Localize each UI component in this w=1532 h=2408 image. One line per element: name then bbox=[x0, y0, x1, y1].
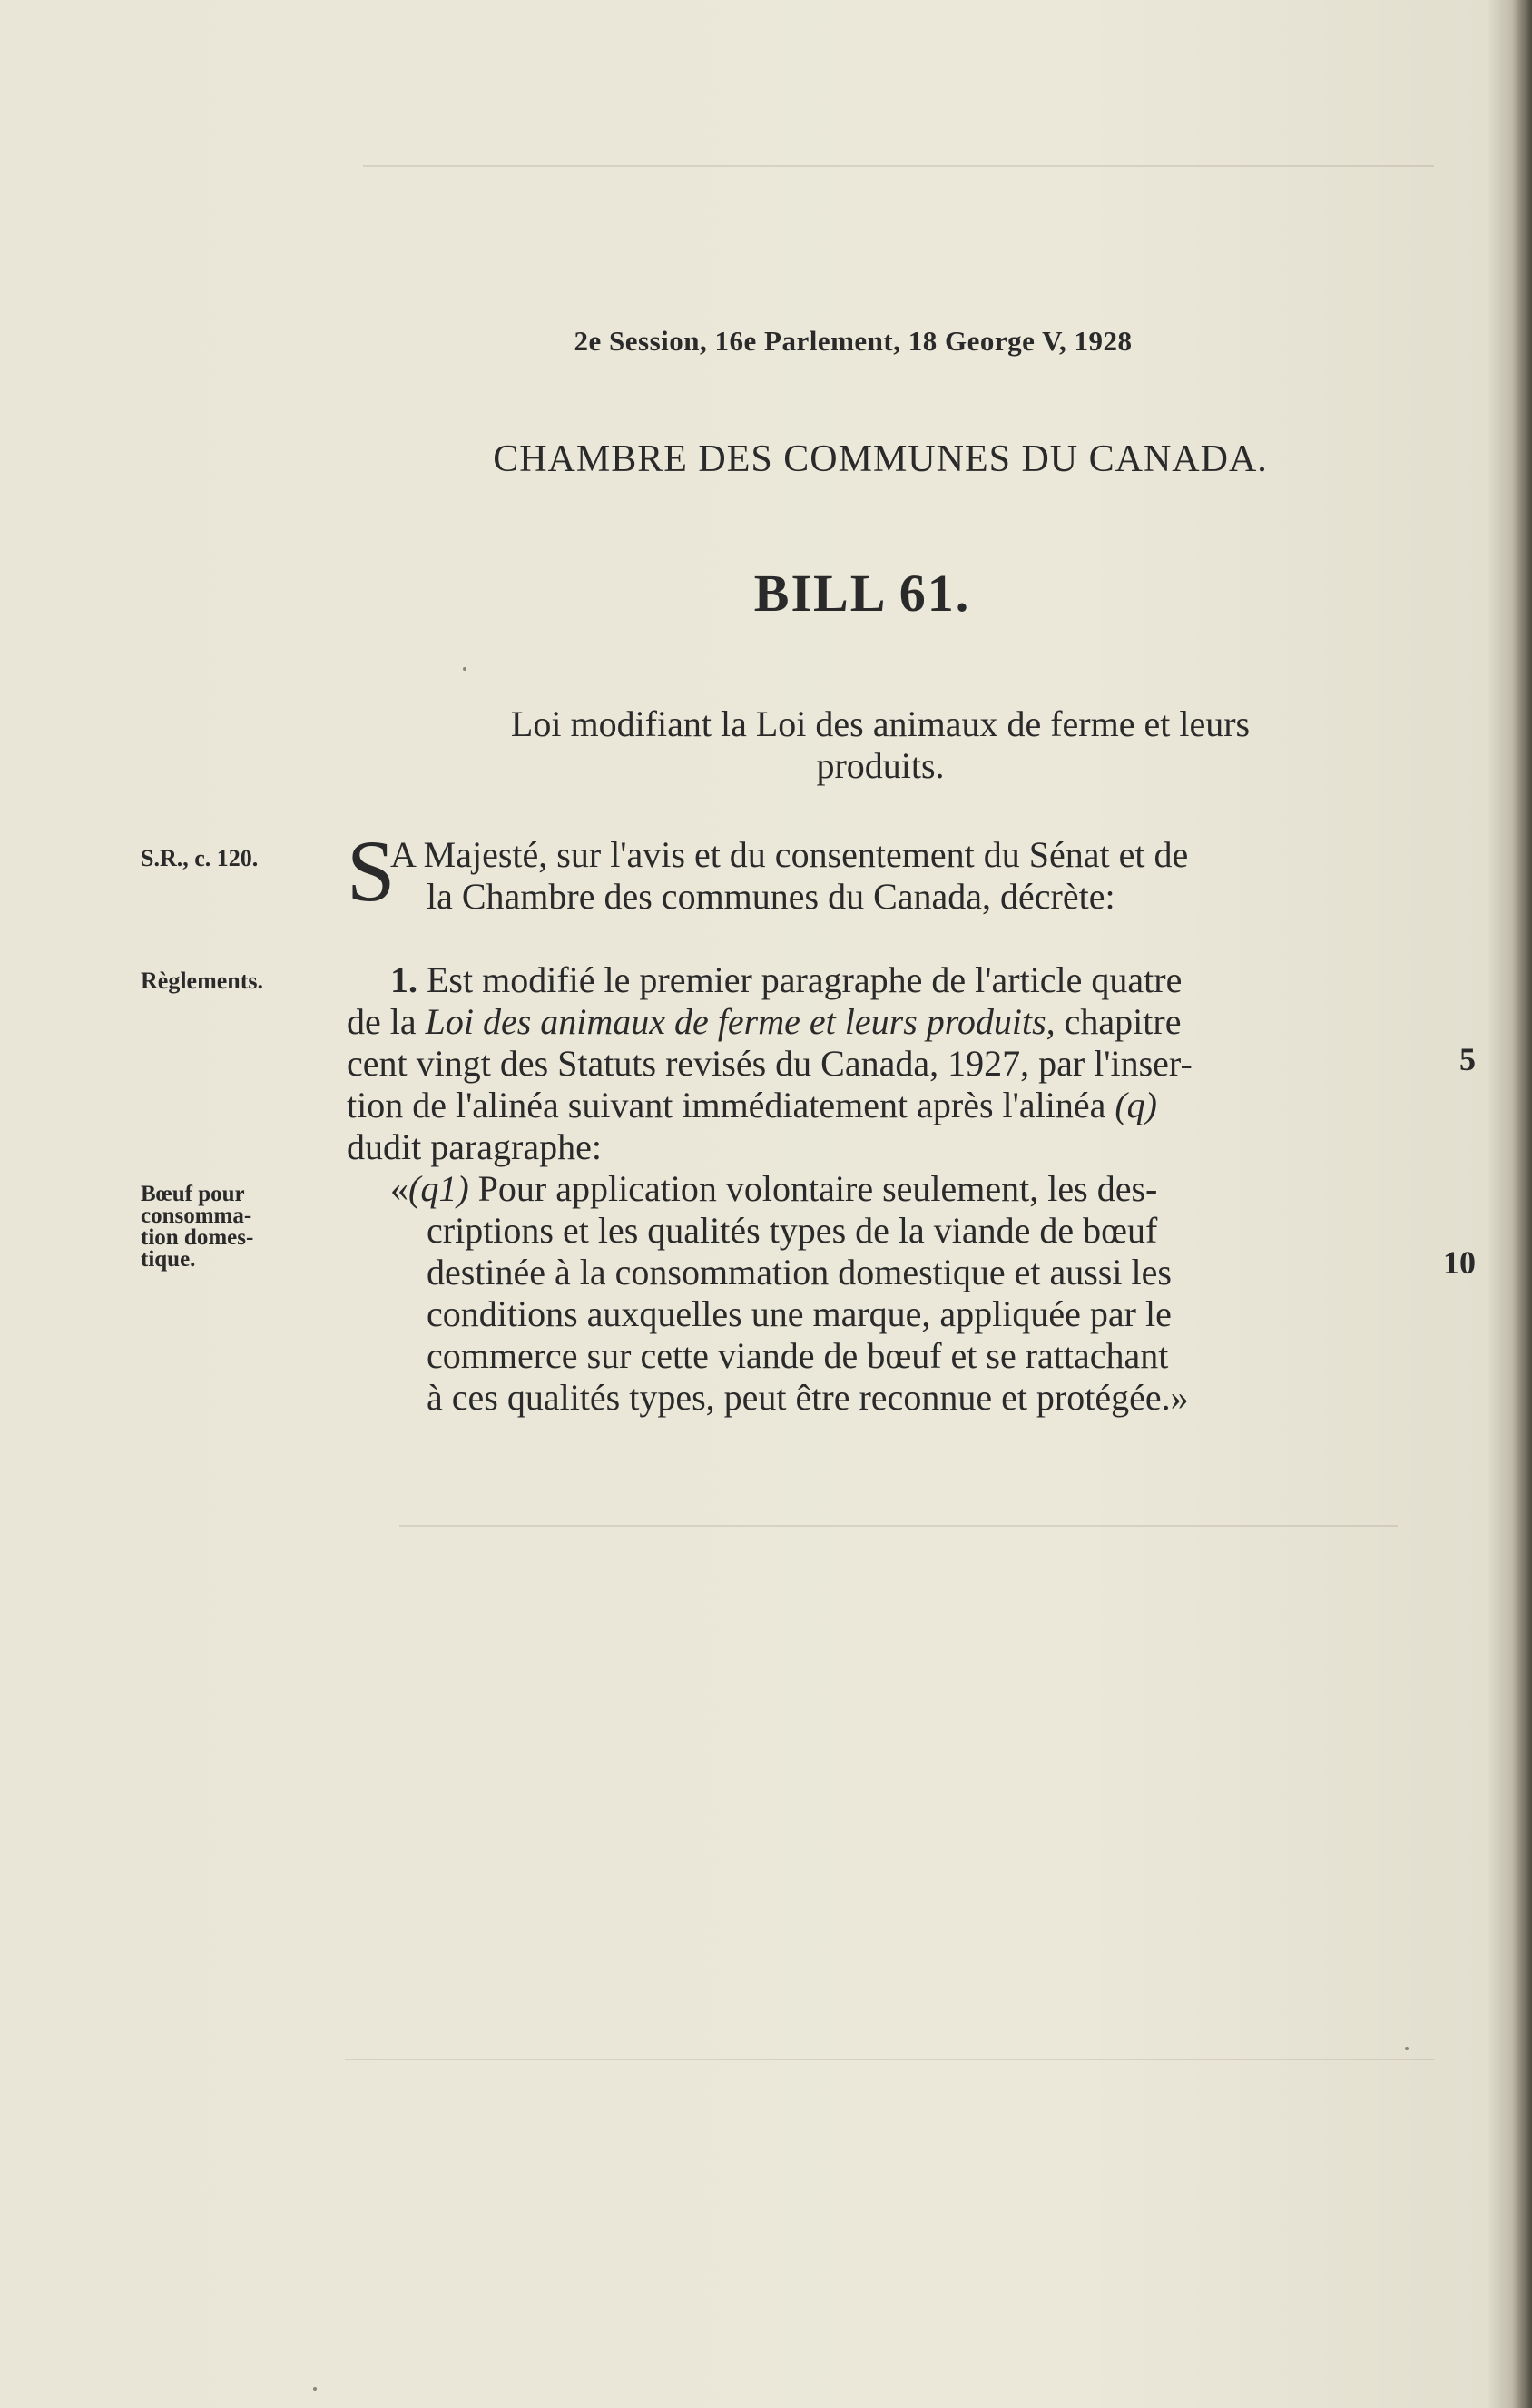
session-header: 2e Session, 16e Parlement, 18 George V, 1928 bbox=[574, 325, 1133, 357]
margin-note-beef-l1: Bœuf pour bbox=[141, 1182, 245, 1206]
preamble-line1: A Majesté, sur l'avis et du consentement du Sénat et de bbox=[390, 834, 1189, 875]
section1-line4-a: tion de l'alinéa suivant immédiatement après l'alinéa bbox=[347, 1085, 1115, 1125]
chamber-title: CHAMBRE DES COMMUNES DU CANADA. bbox=[493, 438, 1268, 480]
section1-line1-text: Est modifié le premier paragraphe de l'article quatre bbox=[427, 959, 1183, 1000]
quote-line5: commerce sur cette viande de bœuf et se rattachant bbox=[427, 1335, 1169, 1376]
section1-line2 bbox=[347, 1000, 1181, 1043]
line-number-10: 10 bbox=[1443, 1244, 1476, 1281]
bleed-through-line bbox=[363, 165, 1434, 167]
margin-note-beef-l3: tion domes- bbox=[141, 1225, 254, 1250]
bill-number: BILL 61. bbox=[753, 564, 971, 623]
quote-line2: criptions et les qualités types de la viande de bœuf bbox=[427, 1210, 1158, 1251]
dropcap-letter: S bbox=[347, 822, 396, 919]
section1-line5: dudit paragraphe: bbox=[347, 1126, 602, 1167]
line-number-5: 5 bbox=[1459, 1041, 1476, 1077]
margin-note-regulations: Règlements. bbox=[141, 968, 264, 994]
bill-title-line1: Loi modifiant la Loi des animaux de ferme et leurs bbox=[510, 703, 1251, 744]
bill-title bbox=[399, 703, 1361, 787]
quote-line1-text: Pour application volontaire seulement, les des- bbox=[468, 1168, 1158, 1209]
margin-note-beef-l2: consomma- bbox=[141, 1204, 252, 1228]
section1-line3: cent vingt des Statuts revisés du Canada, 1927, par l'inser- bbox=[347, 1043, 1193, 1084]
paragraph-q1-label: (q1) bbox=[408, 1168, 469, 1209]
section1-line2-b: chapitre bbox=[1055, 1001, 1182, 1042]
margin-note-beef-l4: tique. bbox=[141, 1247, 196, 1272]
bill-title-line2: produits. bbox=[816, 745, 945, 786]
preamble-line2: la Chambre des communes du Canada, décrète: bbox=[427, 876, 1115, 917]
quote-open: « bbox=[390, 1168, 408, 1209]
quote-line3: destinée à la consommation domestique et aussi les bbox=[427, 1252, 1172, 1292]
paper-speck bbox=[1405, 2047, 1409, 2050]
section1-line2-a: de la bbox=[347, 1001, 426, 1042]
margin-note-statute: S.R., c. 120. bbox=[141, 845, 259, 871]
margin-note-beef bbox=[141, 1184, 331, 1271]
paper-speck bbox=[313, 2387, 317, 2391]
section-number: 1. bbox=[390, 959, 417, 1000]
quote-line1 bbox=[390, 1167, 1157, 1210]
quote-line4: conditions auxquelles une marque, appliquée par le bbox=[427, 1293, 1172, 1334]
paper-speck bbox=[463, 667, 466, 671]
act-title-italic: Loi des animaux de ferme et leurs produits, bbox=[425, 1001, 1056, 1042]
quote-line6: à ces qualités types, peut être reconnue et protégée.» bbox=[427, 1377, 1189, 1418]
section1-line1 bbox=[390, 958, 1182, 1001]
paragraph-q-ref: (q) bbox=[1115, 1085, 1157, 1125]
section1-line4 bbox=[347, 1084, 1157, 1126]
page-edge-shadow bbox=[1512, 0, 1532, 2408]
bleed-through-line bbox=[399, 1525, 1398, 1527]
bleed-through-line bbox=[345, 2059, 1434, 2060]
